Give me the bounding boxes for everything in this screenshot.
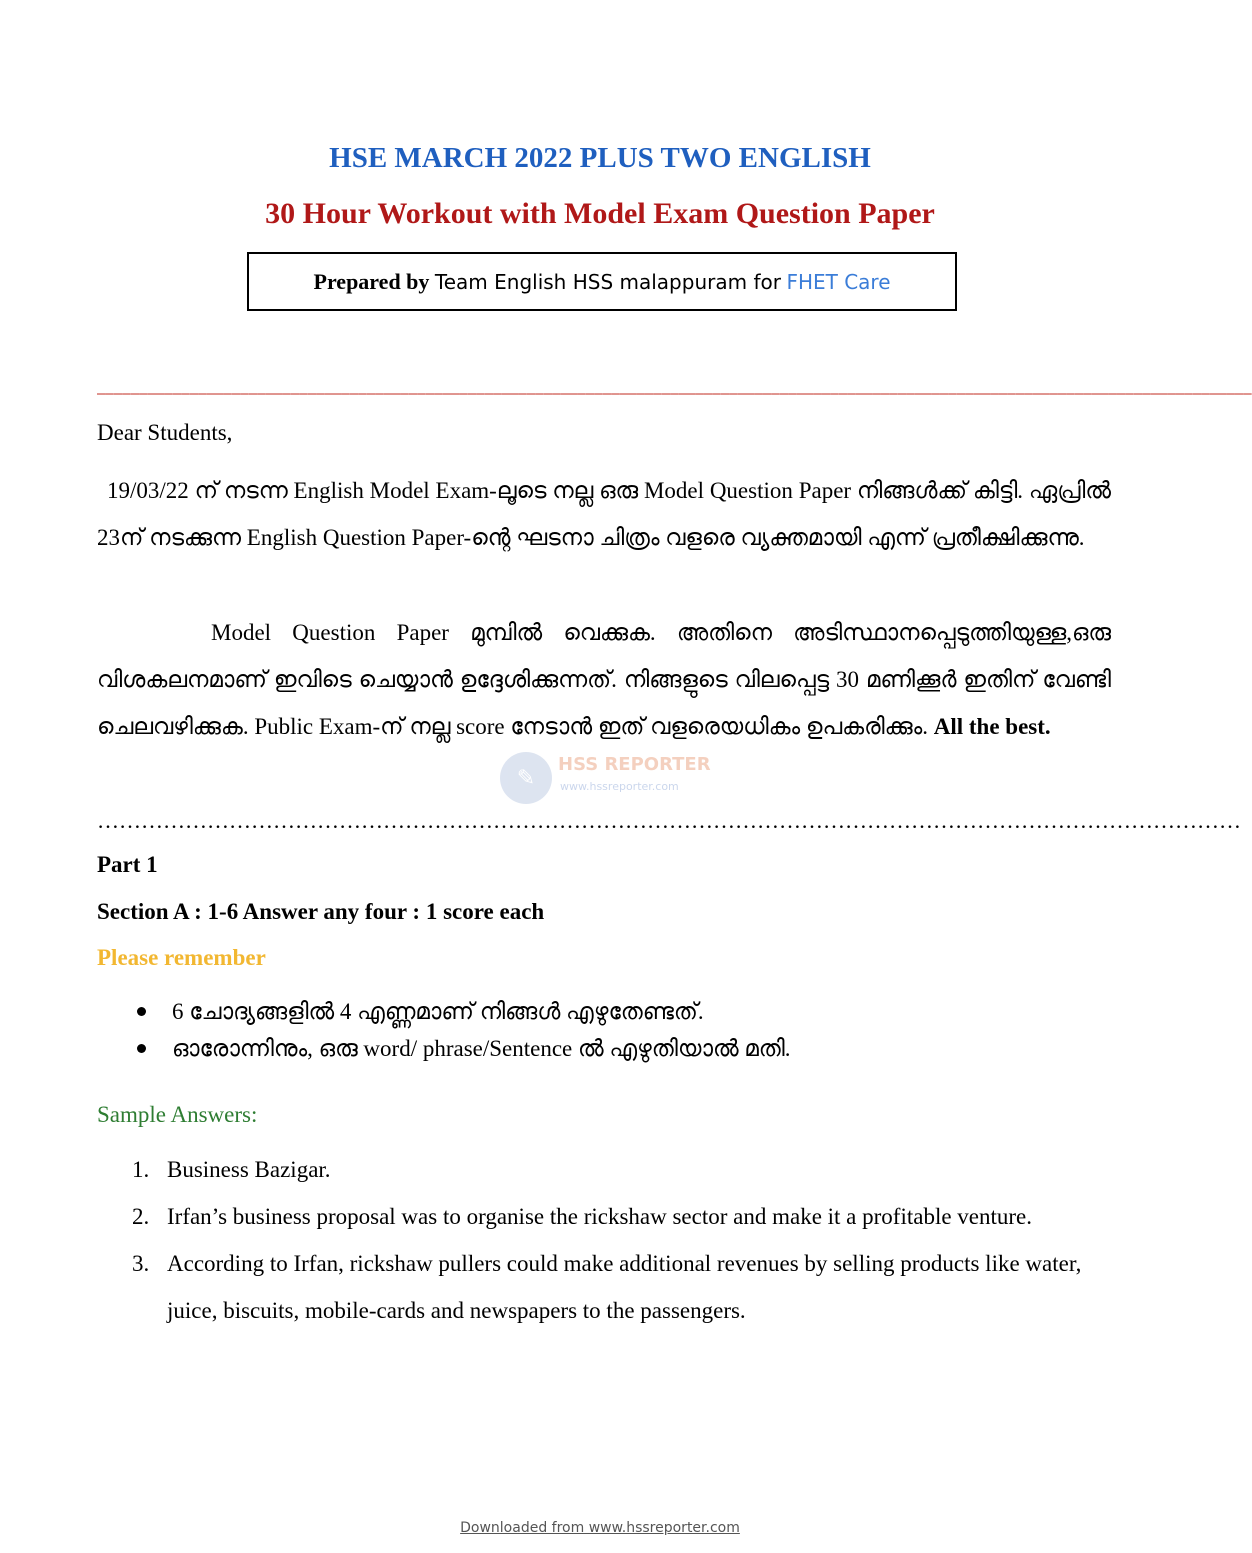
footer-link[interactable]: Downloaded from www.hssreporter.com bbox=[460, 1520, 740, 1536]
answer-text: According to Irfan, rickshaw pullers could make additional revenues by selling products like water, juice, biscuits, mobile-cards and newspapers to the passengers. bbox=[167, 1251, 1082, 1323]
list-item bbox=[132, 1193, 1122, 1240]
remember-label: Please remember bbox=[97, 945, 266, 970]
greeting: Dear Students, bbox=[97, 420, 233, 445]
watermark bbox=[500, 750, 720, 806]
bullet-icon bbox=[137, 1044, 146, 1053]
letter-paragraph-2 bbox=[97, 609, 1111, 750]
section-title: Section A : 1-6 Answer any four : 1 score each bbox=[97, 899, 545, 924]
watermark-title: HSS REPORTER bbox=[558, 754, 711, 775]
prepared-text: Team English HSS malappuram for bbox=[434, 269, 781, 294]
bullet-icon bbox=[137, 1007, 146, 1016]
watermark-logo-icon: ✎ bbox=[500, 752, 552, 804]
bullet-text: 6 ചോദ്യങ്ങളിൽ 4 എണ്ണമാണ് നിങ്ങൾ എഴുതേണ്ടത്. bbox=[172, 999, 704, 1024]
dotted-divider: ………………………………………………………………………………………………………………………………………… bbox=[97, 808, 1241, 833]
letter-paragraph-2-text: Model Question Paper മുമ്പിൽ വെക്കുക. അതിനെ അടിസ്ഥാനപ്പെടുത്തിയുള്ള,ഒരു വിശകലനമാണ് ഇവിടെ ചെയ്യാൻ ഉദ്ദേശിക്കുന്നത്. നിങ്ങളുടെ വിലപ്പെട്ട 30 മണിക്കൂർ ഇതിന് വേണ്ടി ചെലവഴിക്കുക. Public Exam-ന് നല്ല score നേടാൻ ഇത് വളരെയധികം ഉപകരിക്കും. bbox=[97, 620, 1111, 739]
prepared-label: Prepared by bbox=[313, 268, 430, 294]
answer-text: Irfan’s business proposal was to organise the rickshaw sector and make it a profitable venture. bbox=[167, 1204, 1033, 1229]
list-item bbox=[132, 1146, 1122, 1193]
document-title: HSE MARCH 2022 PLUS TWO ENGLISH bbox=[329, 142, 871, 174]
part-title: Part 1 bbox=[97, 852, 158, 877]
answer-number: 3. bbox=[132, 1251, 150, 1276]
list-item bbox=[132, 1030, 791, 1067]
letter-paragraph-1: 19/03/22 ന് നടന്ന English Model Exam-ലൂടെ നല്ല ഒരു Model Question Paper നിങ്ങൾക്ക് കിട്ടി. ഏപ്രിൽ 23ന് നടക്കുന്ന English Question Paper-ന്റെ ഘടനാ ചിത്രം വളരെ വ്യക്തമായി എന്ന് പ്രതീക്ഷിക്കുന്നു. bbox=[97, 478, 1111, 550]
list-item bbox=[132, 993, 791, 1030]
bullet-text: ഓരോന്നിനും, ഒരു word/ phrase/Sentence ൽ എഴുതിയാൽ മതി. bbox=[172, 1036, 791, 1061]
document-subtitle: 30 Hour Workout with Model Exam Question Paper bbox=[265, 197, 935, 230]
closing-text: All the best. bbox=[933, 714, 1051, 739]
remember-list bbox=[132, 993, 791, 1067]
sample-answers-label: Sample Answers: bbox=[97, 1102, 258, 1127]
answers-list bbox=[132, 1146, 1122, 1334]
list-item bbox=[132, 1240, 1122, 1334]
answer-text: Business Bazigar. bbox=[167, 1157, 331, 1182]
watermark-url: www.hssreporter.com bbox=[560, 780, 679, 793]
dashed-divider: ————————————————————————————————————————————————————————————————————————————————————————————————————————————————————————————————————————— bbox=[97, 386, 1252, 402]
prepared-org: FHET Care bbox=[786, 269, 891, 294]
answer-number: 1. bbox=[132, 1157, 150, 1182]
prepared-by-box bbox=[247, 252, 957, 311]
answer-number: 2. bbox=[132, 1204, 150, 1229]
